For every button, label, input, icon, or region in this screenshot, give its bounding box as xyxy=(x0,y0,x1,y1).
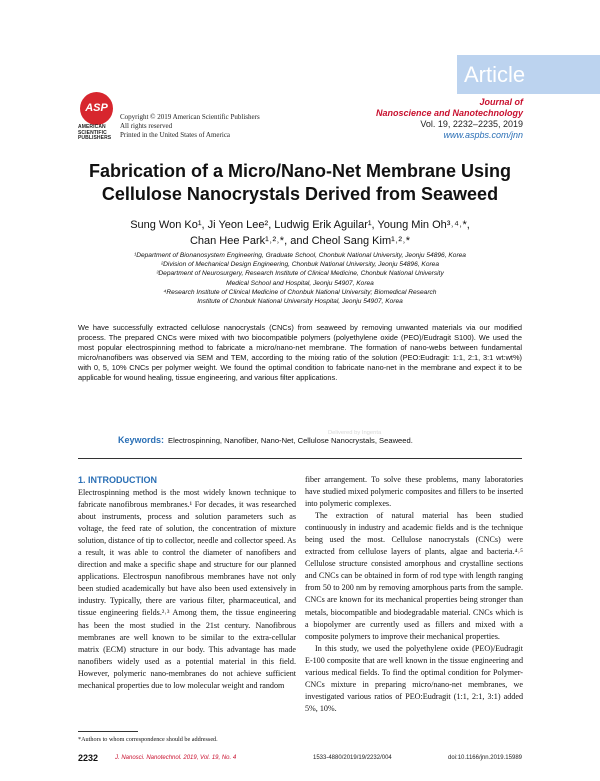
footer-issn: 1533-4880/2019/19/2232/004 xyxy=(313,755,392,761)
affiliations xyxy=(105,251,495,306)
copyright-block xyxy=(120,113,260,140)
body-paragraph: fiber arrangement. To solve these problems, many laboratories have studied mixed polymeric composites and fillers to be inserted into polymeric complexes. xyxy=(305,475,523,509)
keywords-line xyxy=(118,435,413,445)
correspondence-footnote: *Authors to whom correspondence should be addressed. xyxy=(78,736,218,743)
abstract-text: We have successfully extracted cellulose nanocrystals (CNCs) from seaweed by removing unwanted materials via our modified process. The prepared CNCs were mixed with two biocompatible polymers (polyethylene oxide (PEO)/Eudragit S100). We used the most popular electrospinning method to fabricate a micro/nano-net membrane. The formation of nano-webs between fundamental micro/nanofibers was observed via SEM and TEM, according to the mixing ratio of the solution (PEO:Eudragit: 1:1, 2:1, 3:1 wt:wt%) with 0, 5, 10% CNCs per polymer weight. We found the optimal condition to fabricate nano-net in the membrane and expect it to be applicable for wound healing, tissue engineering, and various filter applications. xyxy=(78,323,522,382)
page-footer xyxy=(78,755,522,767)
journal-info xyxy=(376,97,523,141)
footer-journal-ref: J. Nanosci. Nanotechnol. 2019, Vol. 19, No. 4 xyxy=(115,755,237,761)
title-line-1: Fabrication of a Micro/Nano-Net Membrane Using xyxy=(88,161,512,181)
author-list xyxy=(90,217,510,249)
paper-title xyxy=(70,160,530,206)
title-line-2: Cellulose Nanocrystals Derived from Seaweed xyxy=(101,184,499,204)
rights-line: All rights reserved xyxy=(120,122,173,130)
journal-url-link[interactable]: www.aspbs.com/jnn xyxy=(443,130,523,140)
footnote-divider xyxy=(78,731,138,732)
journal-volume: Vol. 19, 2232–2235, 2019 xyxy=(420,119,523,129)
body-paragraph: The extraction of natural material has been studied continuously in industry and academic fields and is the technique being used the most. Cellulose nanocrystals (CNCs) were extracted from cellulose layers of plants, algae and bacteria.⁴˒⁵ Cellulose structure consisted amorphous and crystalline sections and CNCs can be obtained in form of rod type with length ranging from 50 to 200 nm by removing amorphous parts from the sample. CNCs are known for its mechanical properties being stronger than metals, biocompatible and biodegradable material. CNCs which is a biopolymer are currently used as fillers and mixed with a composite polymers to improve their mechanical properties. xyxy=(305,511,523,641)
body-paragraph: In this study, we used the polyethylene oxide (PEO)/Eudragit E-100 composite that are well known in the tissue engineering and various medical fields. To find the optimal condition for Polymer-CNCs mixture in preparing micro/nano-net membranes, we investigated various ratios of PEO:Eudragit (1:1, 2:1, 3:1) added 5%, 10%. xyxy=(305,643,523,713)
page-number: 2232 xyxy=(78,753,99,763)
footer-doi[interactable]: doi:10.1166/jnn.2019.15989 xyxy=(448,755,522,761)
section-heading: 1. INTRODUCTION xyxy=(78,475,158,485)
copyright-line: Copyright © 2019 American Scientific Publishers xyxy=(120,113,260,121)
affiliation-3: ³Department of Neurosurgery, Research Institute of Clinical Medicine, Chonbuk National University xyxy=(156,270,444,278)
logo-mark: ASP xyxy=(80,92,113,125)
keywords-label: Keywords: xyxy=(118,435,165,445)
affiliation-1: ¹Department of Bionanosystem Engineering, Graduate School, Chonbuk National University, Jeonju 54896, Korea xyxy=(134,252,466,259)
affiliation-2: ²Division of Mechanical Design Engineering, Chonbuk National University, Jeonju 54896, Korea xyxy=(160,261,440,269)
affiliation-4: ⁴Research Institute of Clinical Medicine of Chonbuk National University; Biomedical Research xyxy=(163,288,437,296)
journal-name-line2: Nanoscience and Nanotechnology xyxy=(375,108,523,118)
authors-line-1: Sung Won Ko¹, Ji Yeon Lee², Ludwig Erik Aguilar¹, Young Min Oh³˒⁴˒*, xyxy=(130,219,470,231)
watermark-text: Delivered by Ingenta xyxy=(328,430,382,436)
body-column-right xyxy=(305,474,523,715)
logo-text: AMERICAN SCIENTIFIC PUBLISHERS xyxy=(78,124,112,141)
publisher-logo xyxy=(78,92,116,142)
affiliation-4-cont: Institute of Chonbuk National University Hospital, Jeonju 54907, Korea xyxy=(197,298,403,306)
keywords-text: Electrospinning, Nanofiber, Nano-Net, Cellulose Nanocrystals, Seaweed. xyxy=(168,436,413,445)
journal-name-line1: Journal of xyxy=(479,97,523,107)
authors-line-2: Chan Hee Park¹˒²˒*, and Cheol Sang Kim¹˒²˒* xyxy=(189,235,411,247)
abstract-divider xyxy=(78,458,522,459)
article-type-tab: Article xyxy=(457,55,600,94)
printed-line: Printed in the United States of America xyxy=(120,131,231,139)
body-column-left xyxy=(78,474,296,692)
body-paragraph: Electrospinning method is the most widely known technique to fabricate nanofibrous membranes.¹ For decades, it was researched about instruments, process and solution parameters such as voltage, the feed rate of solution, the concentration of mixture solution, distance of tip to collector, needle and collector speed. As a result, it was able to control the diameter of nanofibers and direction and make a specific shape and structure for our planned applications. Electrospun nanofibrous membranes have not only been studied academically but have also been used extensively in industry. Typically, there are various filter, pharmaceutical, and tissue engineering fields.²˒³ Among them, the tissue engineering has been the most studied in the 21st century. Nanofibrous membranes are well known to be similar to the extra-cellular matrix (ECM) structure in our body. This advantage has made nanofibers widely used as a potential material in this field. However, polymeric nano-membranes do not achieve sufficient mechanical properties due to low molecular weight and random xyxy=(78,488,296,690)
affiliation-3-cont: Medical School and Hospital, Jeonju 54907, Korea xyxy=(226,279,374,287)
